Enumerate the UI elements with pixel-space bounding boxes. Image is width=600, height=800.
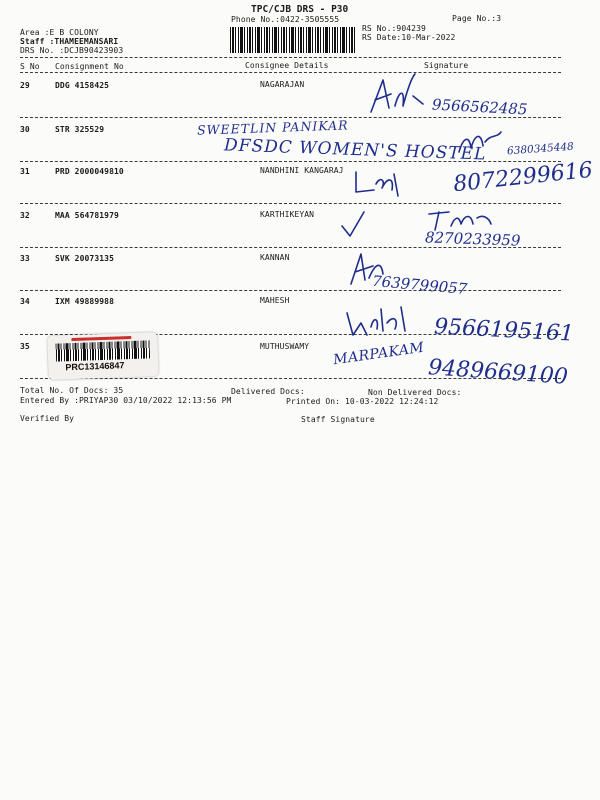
row-sno: 30 — [20, 125, 30, 134]
row-consignee: NANDHINI KANGARAJ — [260, 166, 344, 175]
handwritten-phone-row-33: 7639799057 — [371, 271, 469, 299]
page-number: Page No.:3 — [452, 14, 502, 23]
row-consignee: KARTHIKEYAN — [260, 210, 315, 219]
signature-row-29 — [365, 70, 425, 120]
handwritten-phone-row-32: 8270233959 — [424, 228, 521, 250]
rs-number: RS No.:904239 — [362, 24, 426, 33]
handwritten-phone-row-31: 8072299616 — [452, 157, 594, 198]
row-sno: 35 — [20, 342, 30, 351]
handwritten-phone-row-35: 9489669100 — [427, 355, 569, 390]
row-consignee: NAGARAJAN — [260, 80, 305, 89]
header-divider-bottom — [20, 72, 561, 73]
staff-label: Staff :THAMEEMANSARI — [20, 37, 119, 46]
row-consignment: MAA 564781979 — [55, 211, 119, 220]
signature-row-32-check — [338, 208, 368, 240]
header-divider-top — [20, 57, 561, 58]
rs-date: RS Date:10-Mar-2022 — [362, 33, 456, 42]
total-docs: Total No. Of Docs: 35 — [20, 386, 124, 395]
handwritten-phone-row-30: 6380345448 — [506, 140, 575, 158]
sticker-code: PRC13146847 — [65, 360, 125, 373]
row-consignment: SVK 20073135 — [55, 254, 114, 263]
signature-row-30 — [455, 128, 505, 156]
row-divider — [20, 117, 561, 118]
row-consignment: IXM 49889988 — [55, 297, 114, 306]
entered-by: Entered By :PRIYAP30 03/10/2022 12:13:56 PM — [20, 396, 232, 405]
barcode-sticker — [47, 332, 158, 380]
row-sno: 34 — [20, 297, 30, 306]
row-sno: 33 — [20, 254, 30, 263]
header-barcode — [230, 27, 355, 53]
row-sno: 32 — [20, 211, 30, 220]
col-header-consignee: Consignee Details — [245, 61, 329, 70]
non-delivered-docs: Non Delivered Docs: — [368, 388, 462, 397]
row-consignment: DDG 4158425 — [55, 81, 110, 90]
row-divider — [20, 290, 561, 291]
row-consignment: PRD 2000049810 — [55, 167, 124, 176]
signature-row-31 — [350, 166, 410, 200]
row-consignment: STR 325529 — [55, 125, 105, 134]
handwritten-phone-row-34: 9566195161 — [433, 314, 575, 347]
delivered-docs: Delivered Docs: — [231, 387, 305, 396]
sticker-barcode — [56, 340, 151, 361]
col-header-sno: S No — [20, 62, 40, 71]
row-sno: 31 — [20, 167, 30, 176]
signature-row-34 — [343, 303, 413, 339]
handwritten-address-row-30: DFSDC WOMEN'S HOSTEL — [223, 135, 487, 165]
row-consignee: MAHESH — [260, 296, 290, 305]
handwritten-phone-row-29: 9566562485 — [431, 95, 528, 119]
row-consignee: MUTHUSWAMY — [260, 342, 310, 351]
row-divider — [20, 203, 561, 204]
staff-signature-label: Staff Signature — [301, 415, 375, 424]
phone-number: Phone No.:0422-3505555 — [231, 15, 340, 24]
row-sno: 29 — [20, 81, 30, 90]
row-consignee: KANNAN — [260, 253, 290, 262]
handwritten-name-row-30: SWEETLIN PANIKAR — [196, 117, 349, 138]
handwritten-name-row-35: MARPAKAM — [332, 339, 426, 369]
col-header-consignment: Consignment No — [55, 62, 124, 71]
report-title: TPC/CJB DRS - P30 — [251, 4, 349, 15]
col-header-signature: Signature — [424, 61, 469, 70]
printed-on: Printed On: 10-03-2022 12:24:12 — [286, 397, 439, 406]
drs-number: DRS No. :DCJB90423903 — [20, 46, 124, 55]
area-label: Area :E B COLONY — [20, 28, 99, 37]
verified-by: Verified By — [20, 414, 75, 423]
